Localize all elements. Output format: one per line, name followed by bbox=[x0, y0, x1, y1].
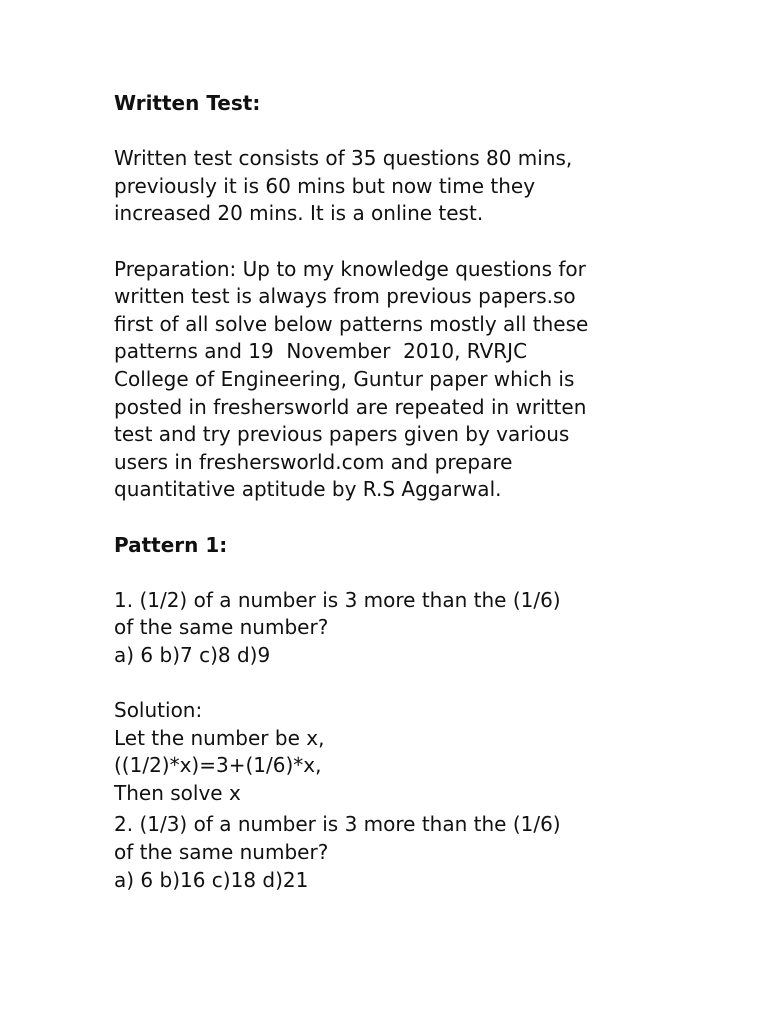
text-line: College of Engineering, Guntur paper which is bbox=[114, 366, 575, 391]
text-line: of the same number? bbox=[114, 840, 329, 865]
text-line: 2. (1/3) of a number is 3 more than the (1/6) bbox=[114, 812, 561, 837]
solution-block bbox=[114, 697, 714, 807]
intro-paragraph bbox=[114, 145, 714, 228]
text-line: previously it is 60 mins but now time they bbox=[114, 173, 536, 198]
text-line: users in freshersworld.com and prepare bbox=[114, 449, 513, 474]
question-2 bbox=[114, 811, 714, 894]
text-line: Written test consists of 35 questions 80 mins, bbox=[114, 146, 573, 171]
text-line: quantitative aptitude by R.S Aggarwal. bbox=[114, 477, 502, 502]
text-line: first of all solve below patterns mostly all these bbox=[114, 311, 589, 336]
text-line: patterns and 19 November 2010, RVRJC bbox=[114, 339, 528, 364]
text-line: of the same number? bbox=[114, 615, 329, 640]
text-line: test and try previous papers given by various bbox=[114, 422, 570, 447]
preparation-paragraph bbox=[114, 256, 714, 504]
text-line: increased 20 mins. It is a online test. bbox=[114, 201, 484, 226]
spacer bbox=[114, 228, 714, 256]
heading-pattern-1: Pattern 1: bbox=[114, 532, 228, 557]
spacer bbox=[114, 669, 714, 697]
answer-options: a) 6 b)7 c)8 d)9 bbox=[114, 642, 271, 667]
heading-written-test: Written Test: bbox=[114, 91, 261, 115]
answer-options: a) 6 b)16 c)18 d)21 bbox=[114, 867, 309, 892]
spacer bbox=[114, 559, 714, 587]
text-line: Then solve x bbox=[114, 780, 241, 805]
question-1 bbox=[114, 587, 714, 670]
text-line: 1. (1/2) of a number is 3 more than the (1/6) bbox=[114, 587, 561, 612]
document-page bbox=[114, 90, 714, 894]
text-line: written test is always from previous papers.so bbox=[114, 284, 576, 309]
text-line: posted in freshersworld are repeated in written bbox=[114, 394, 587, 419]
text-line: Solution: bbox=[114, 698, 203, 723]
spacer bbox=[114, 118, 714, 146]
spacer bbox=[114, 504, 714, 532]
text-line: Preparation: Up to my knowledge questions for bbox=[114, 256, 586, 281]
text-line: Let the number be x, bbox=[114, 725, 325, 750]
text-line: ((1/2)*x)=3+(1/6)*x, bbox=[114, 753, 322, 778]
